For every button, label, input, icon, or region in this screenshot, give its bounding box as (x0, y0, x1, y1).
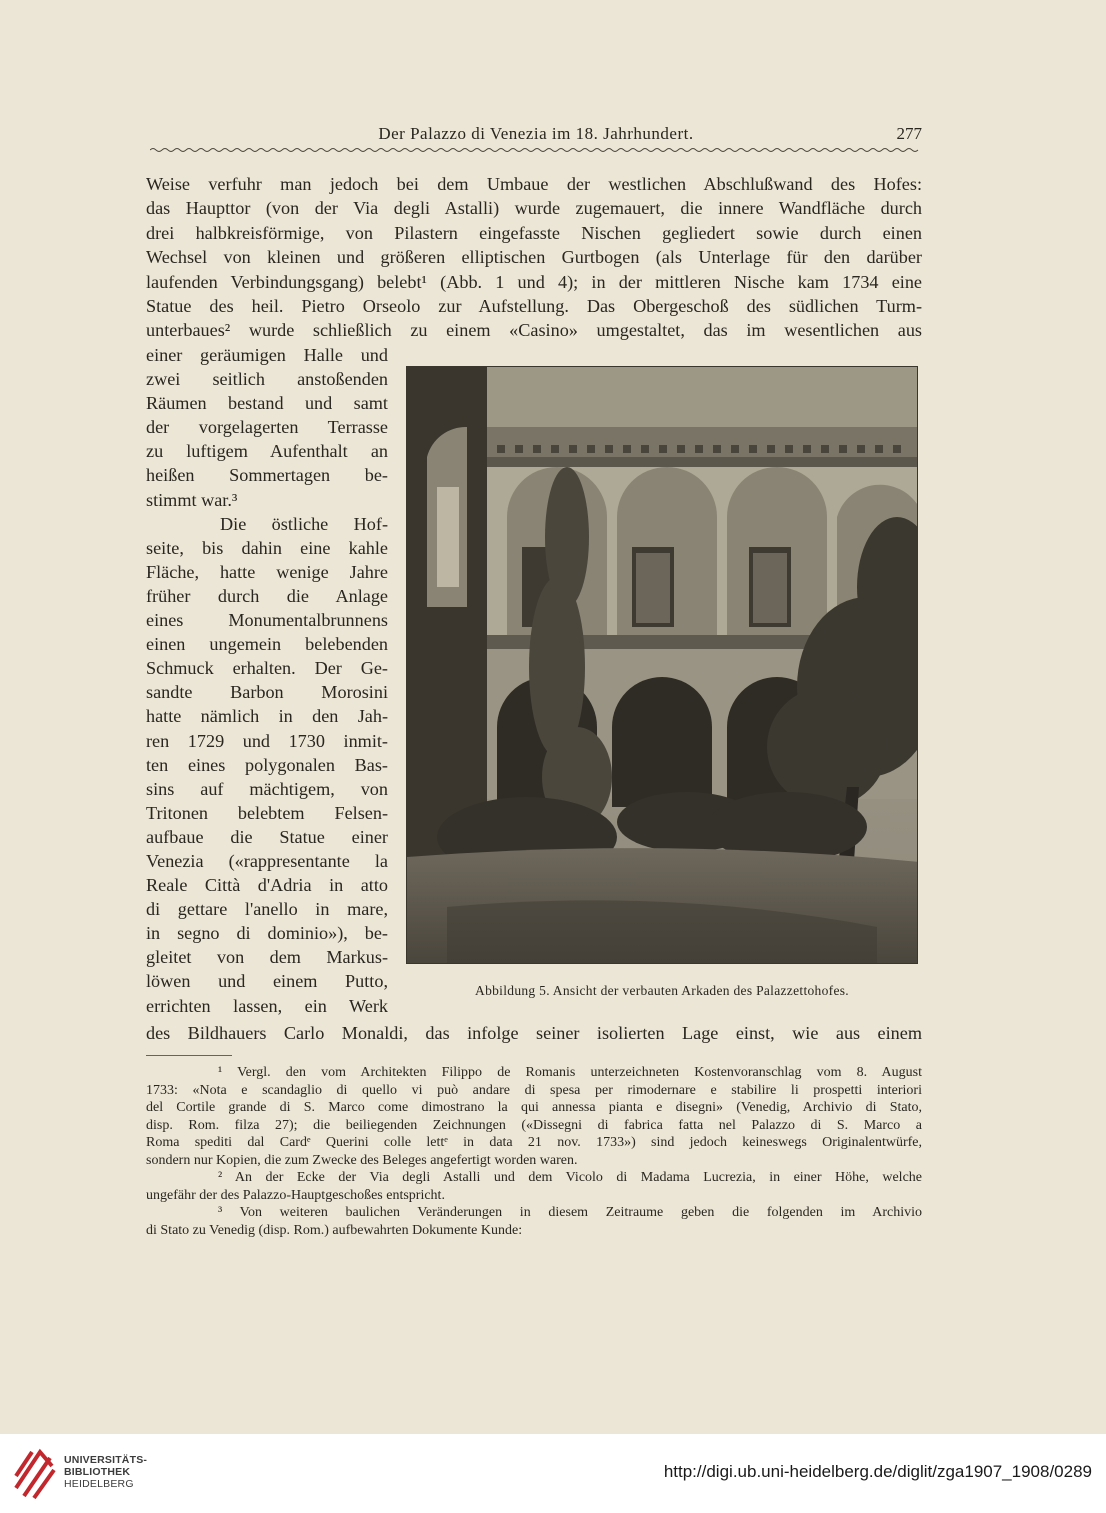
text-line: unterbaues² wurde schließlich zu einem «Casino» umgestaltet, das im wesentlichen aus (146, 320, 922, 341)
courtyard-photo-illustration (407, 367, 918, 964)
text-line: der vorgelagerten Terrasse (146, 417, 388, 438)
text-line: ren 1729 und 1730 inmit- (146, 730, 388, 751)
body-text-continuation (146, 1021, 922, 1045)
permalink-url[interactable]: http://digi.ub.uni-heidelberg.de/diglit/zga1907_1908/0289 (663, 1462, 1092, 1481)
page-number: 277 (896, 124, 922, 143)
text-line: des Bildhauers Carlo Monaldi, das infolge seiner isolierten Lage einst, wie aus einem (146, 1023, 922, 1043)
text-line: hatte nämlich in den Jah- (146, 706, 388, 727)
library-name-line: BIBLIOTHEK (64, 1466, 131, 1478)
footnote-line: del Cortile grande di S. Marco come dimostrano la qui annessa pianta e disegni» (Venedig, Archivio di Stato, (146, 1100, 922, 1115)
text-line: aufbaue die Statue einer (146, 826, 388, 847)
header-ornament-rule (150, 146, 922, 154)
footnote-line: ungefähr der des Palazzo-Hauptgeschoßes entspricht. (146, 1187, 445, 1203)
text-line: Tritonen belebtem Felsen- (146, 802, 388, 823)
text-line: Reale Città d'Adria in atto (146, 875, 388, 896)
footnote-line: sondern nur Kopien, die zum Zwecke des Beleges angefertigt worden waren. (146, 1152, 578, 1168)
text-line: das Haupttor (von der Via degli Astalli) wurde zugemauert, die innere Wandfläche durch (146, 198, 922, 219)
library-name (64, 1454, 147, 1490)
text-line: in segno di dominio»), be- (146, 923, 388, 944)
library-footer-bar (0, 1434, 1106, 1513)
university-library-logo-icon[interactable] (10, 1444, 58, 1502)
text-line: Venezia («rappresentante la (146, 850, 388, 871)
text-line: Weise verfuhr man jedoch bei dem Umbaue der westlichen Abschlußwand des Hofes: (146, 174, 922, 194)
text-line: einen ungemein belebenden (146, 634, 388, 655)
text-line: ten eines polygonalen Bas- (146, 754, 388, 775)
running-title: Der Palazzo di Venezia im 18. Jahrhundert. (378, 124, 694, 143)
text-line: früher durch die Anlage (146, 585, 388, 606)
text-line: einer geräumigen Halle und (146, 345, 388, 365)
footnote-divider (146, 1055, 232, 1056)
text-line: heißen Sommertagen be- (146, 465, 388, 486)
text-line: Fläche, hatte wenige Jahre (146, 561, 388, 582)
text-line: seite, bis dahin eine kahle (146, 537, 388, 558)
text-line: löwen und einem Putto, (146, 971, 388, 992)
footnotes (146, 1064, 922, 1239)
text-line: Die östliche Hof- (220, 513, 388, 534)
footnote-line: Roma spediti dal Cardᵉ Querini colle lettᵉ in data 21 nov. 1733») sind jedoch keineswegs Originalentwürfe, (146, 1135, 922, 1150)
footnote-line: ¹ Vergl. den vom Architekten Filippo de Romanis unterzeichneten Kostenvoranschlag vom 8. August (218, 1065, 922, 1080)
footnote-line: ² An der Ecke der Via degli Astalli und dem Vicolo di Madama Lucrezia, in einer Höhe, welche (218, 1170, 922, 1185)
body-text-column (146, 343, 388, 1018)
text-line: sins auf mächtigem, von (146, 778, 388, 799)
text-line: laufenden Verbindungsgang) belebt¹ (Abb. 1 und 4); in der mittleren Nische kam 1734 eine (146, 271, 922, 292)
library-name-line: HEIDELBERG (64, 1478, 134, 1490)
text-line: eines Monumentalbrunnens (146, 610, 388, 631)
text-line: zu luftigem Aufenthalt an (146, 441, 388, 462)
text-line: di gettare l'anello in mare, (146, 899, 388, 920)
text-line: zwei seitlich anstoßenden (146, 369, 388, 390)
footnote-line: disp. Rom. filza 27); die beiliegenden Zeichnungen («Dissegni di fabrica fatta nel Palazzo di S. Marco a (146, 1117, 922, 1133)
footnote-line: di Stato zu Venedig (disp. Rom.) aufbewahrten Dokumente Kunde: (146, 1222, 523, 1238)
text-line: gleitet von dem Markus- (146, 947, 388, 968)
text-line: errichten lassen, ein Werk (146, 995, 388, 1016)
text-line: Räumen bestand und samt (146, 393, 388, 414)
library-name-line: UNIVERSITÄTS- (64, 1454, 148, 1466)
text-line: stimmt war.³ (146, 489, 238, 510)
courtyard-photograph (406, 366, 918, 964)
body-text-full-width (146, 172, 922, 343)
text-line: drei halbkreisförmige, von Pilastern eingefasste Nischen gegliedert sowie durch einen (146, 222, 922, 243)
text-line: Wechsel von kleinen und größeren elliptischen Gurtbogen (als Unterlage für den darüber (146, 247, 922, 268)
footnote-line: ³ Von weiteren baulichen Veränderungen in diesem Zeitraume geben die folgenden im Archivio (218, 1205, 922, 1220)
figure-caption: Abbildung 5. Ansicht der verbauten Arkaden des Palazzettohofes. (475, 983, 849, 998)
footnote-line: 1733: «Nota e scandaglio di quello vi può andare di spesa per rimodernare e stabilire li prospetti interiori (146, 1082, 922, 1098)
text-line: Statue des heil. Pietro Orseolo zur Aufstellung. Das Obergeschoß des südlichen Turm- (146, 295, 922, 316)
text-line: Schmuck erhalten. Der Ge- (146, 658, 388, 679)
text-line: sandte Barbon Morosini (146, 682, 388, 703)
